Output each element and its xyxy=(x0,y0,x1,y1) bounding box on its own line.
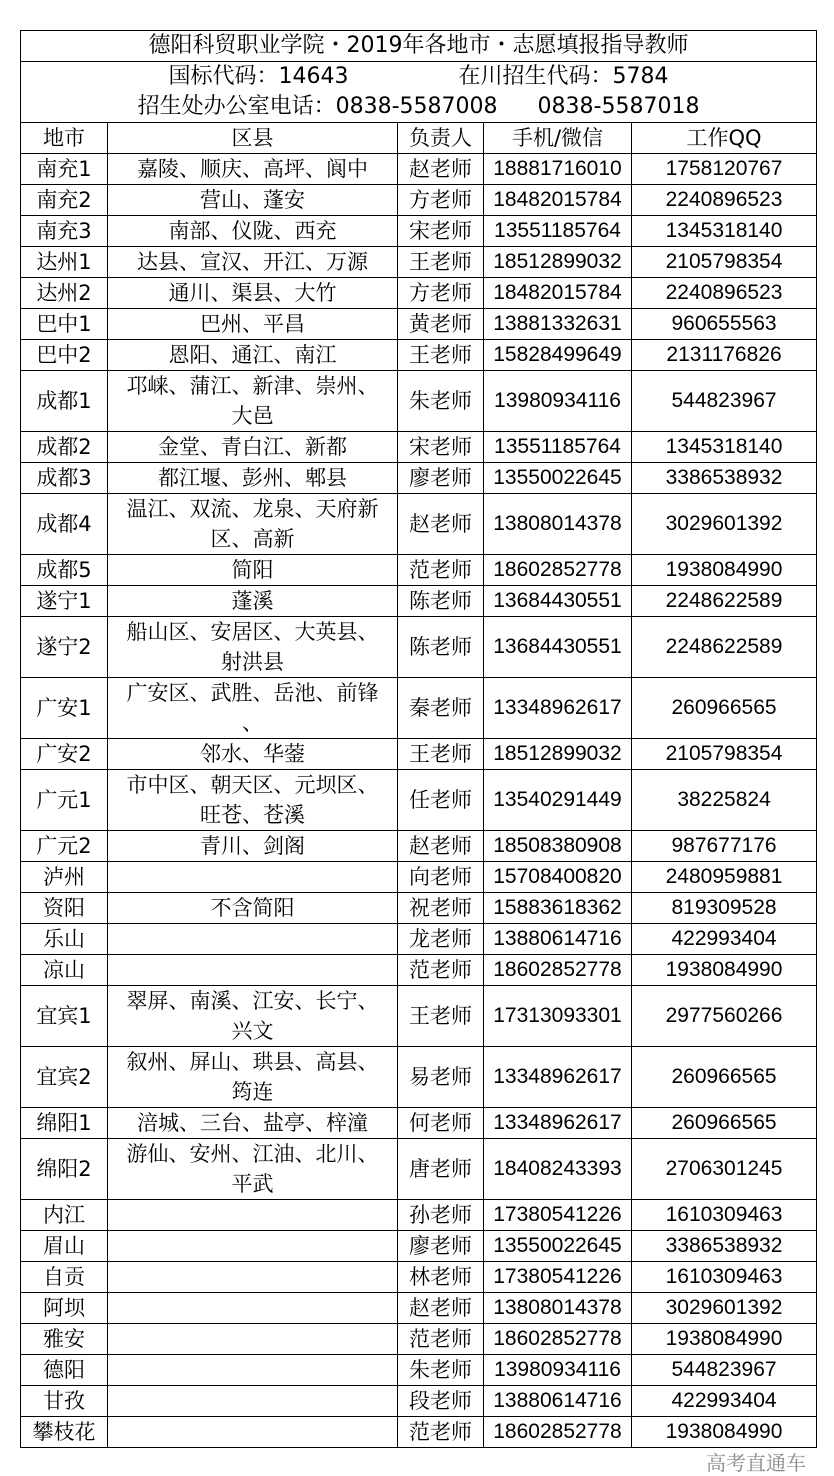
cell-person: 王老师 xyxy=(398,739,484,770)
sichuan-code: 在川招生代码：5784 xyxy=(458,64,669,89)
cell-district: 广安区、武胜、岳池、前锋、 xyxy=(108,678,398,739)
cell-person: 方老师 xyxy=(398,278,484,309)
cell-district: 邻水、华蓥 xyxy=(108,739,398,770)
cell-phone: 18602852778 xyxy=(484,1417,632,1448)
cell-district xyxy=(108,1386,398,1417)
table-row xyxy=(21,739,817,770)
teacher-table xyxy=(20,30,817,1448)
cell-phone: 18508380908 xyxy=(484,831,632,862)
cell-person: 祝老师 xyxy=(398,893,484,924)
cell-phone: 18881716010 xyxy=(484,154,632,185)
cell-qq: 1938084990 xyxy=(632,955,817,986)
table-row xyxy=(21,893,817,924)
cell-phone: 18482015784 xyxy=(484,185,632,216)
cell-district xyxy=(108,1293,398,1324)
table-title: 德阳科贸职业学院・2019年各地市・志愿填报指导教师 xyxy=(21,31,817,62)
cell-city: 达州2 xyxy=(21,278,108,309)
cell-phone: 13880614716 xyxy=(484,1386,632,1417)
cell-phone: 13348962617 xyxy=(484,678,632,739)
cell-qq: 2240896523 xyxy=(632,185,817,216)
cell-district: 船山区、安居区、大英县、射洪县 xyxy=(108,617,398,678)
cell-qq: 38225824 xyxy=(632,770,817,831)
cell-phone: 13808014378 xyxy=(484,1293,632,1324)
cell-person: 王老师 xyxy=(398,986,484,1047)
cell-person: 任老师 xyxy=(398,770,484,831)
cell-city: 攀枝花 xyxy=(21,1417,108,1448)
office-phone: 招生处办公室电话：0838-5587008 xyxy=(137,94,498,119)
table-row xyxy=(21,1417,817,1448)
office-phone-2: 0838-5587018 xyxy=(537,94,700,119)
cell-city: 资阳 xyxy=(21,893,108,924)
cell-qq: 544823967 xyxy=(632,1355,817,1386)
table-row xyxy=(21,924,817,955)
cell-district xyxy=(108,1324,398,1355)
cell-district: 巴州、平昌 xyxy=(108,309,398,340)
cell-district xyxy=(108,924,398,955)
cell-person: 宋老师 xyxy=(398,216,484,247)
cell-city: 德阳 xyxy=(21,1355,108,1386)
cell-district: 南部、仪陇、西充 xyxy=(108,216,398,247)
cell-qq: 544823967 xyxy=(632,371,817,432)
cell-district: 邛崃、蒲江、新津、崇州、大邑 xyxy=(108,371,398,432)
table-row xyxy=(21,555,817,586)
table-row xyxy=(21,955,817,986)
cell-district: 不含简阳 xyxy=(108,893,398,924)
header-city: 地市 xyxy=(21,123,108,154)
cell-qq: 2105798354 xyxy=(632,739,817,770)
cell-city: 广元2 xyxy=(21,831,108,862)
cell-phone: 13881332631 xyxy=(484,309,632,340)
cell-city: 凉山 xyxy=(21,955,108,986)
cell-qq: 1610309463 xyxy=(632,1200,817,1231)
table-row xyxy=(21,770,817,831)
table-row xyxy=(21,586,817,617)
codes-cell xyxy=(21,62,817,123)
cell-person: 赵老师 xyxy=(398,1293,484,1324)
cell-district: 涪城、三台、盐亭、梓潼 xyxy=(108,1108,398,1139)
cell-city: 内江 xyxy=(21,1200,108,1231)
table-row xyxy=(21,185,817,216)
cell-district xyxy=(108,1355,398,1386)
page-wrapper xyxy=(20,30,816,1476)
cell-district: 通川、渠县、大竹 xyxy=(108,278,398,309)
cell-city: 宜宾2 xyxy=(21,1047,108,1108)
cell-person: 王老师 xyxy=(398,340,484,371)
cell-phone: 18602852778 xyxy=(484,555,632,586)
table-row xyxy=(21,1355,817,1386)
table-row xyxy=(21,216,817,247)
cell-city: 南充1 xyxy=(21,154,108,185)
cell-qq: 2248622589 xyxy=(632,586,817,617)
cell-phone: 13551185764 xyxy=(484,432,632,463)
table-row xyxy=(21,463,817,494)
cell-city: 巴中2 xyxy=(21,340,108,371)
cell-district: 叙州、屏山、珙县、高县、筠连 xyxy=(108,1047,398,1108)
cell-person: 范老师 xyxy=(398,955,484,986)
table-row xyxy=(21,340,817,371)
cell-person: 何老师 xyxy=(398,1108,484,1139)
cell-qq: 1610309463 xyxy=(632,1262,817,1293)
header-district: 区县 xyxy=(108,123,398,154)
cell-city: 雅安 xyxy=(21,1324,108,1355)
cell-city: 成都3 xyxy=(21,463,108,494)
table-row xyxy=(21,1386,817,1417)
table-row xyxy=(21,1231,817,1262)
cell-person: 赵老师 xyxy=(398,494,484,555)
cell-qq: 260966565 xyxy=(632,678,817,739)
cell-qq: 1938084990 xyxy=(632,555,817,586)
table-row xyxy=(21,432,817,463)
header-qq: 工作QQ xyxy=(632,123,817,154)
cell-city: 成都1 xyxy=(21,371,108,432)
cell-city: 阿坝 xyxy=(21,1293,108,1324)
table-row xyxy=(21,1293,817,1324)
cell-qq: 960655563 xyxy=(632,309,817,340)
national-code: 国标代码：14643 xyxy=(168,64,349,89)
cell-qq: 1938084990 xyxy=(632,1324,817,1355)
cell-district: 金堂、青白江、新都 xyxy=(108,432,398,463)
cell-district xyxy=(108,955,398,986)
cell-city: 眉山 xyxy=(21,1231,108,1262)
cell-city: 遂宁2 xyxy=(21,617,108,678)
cell-city: 遂宁1 xyxy=(21,586,108,617)
cell-qq: 2131176826 xyxy=(632,340,817,371)
cell-person: 范老师 xyxy=(398,1324,484,1355)
cell-qq: 819309528 xyxy=(632,893,817,924)
cell-person: 黄老师 xyxy=(398,309,484,340)
table-row xyxy=(21,154,817,185)
table-row xyxy=(21,1139,817,1200)
table-row xyxy=(21,494,817,555)
cell-person: 陈老师 xyxy=(398,617,484,678)
cell-person: 朱老师 xyxy=(398,371,484,432)
cell-city: 巴中1 xyxy=(21,309,108,340)
cell-district xyxy=(108,1417,398,1448)
cell-person: 朱老师 xyxy=(398,1355,484,1386)
cell-person: 赵老师 xyxy=(398,154,484,185)
cell-district xyxy=(108,1200,398,1231)
cell-phone: 15708400820 xyxy=(484,862,632,893)
cell-qq: 2105798354 xyxy=(632,247,817,278)
table-row xyxy=(21,1324,817,1355)
cell-phone: 15883618362 xyxy=(484,893,632,924)
cell-person: 林老师 xyxy=(398,1262,484,1293)
cell-person: 范老师 xyxy=(398,555,484,586)
cell-qq: 260966565 xyxy=(632,1047,817,1108)
cell-city: 泸州 xyxy=(21,862,108,893)
cell-phone: 17313093301 xyxy=(484,986,632,1047)
cell-qq: 260966565 xyxy=(632,1108,817,1139)
cell-city: 绵阳2 xyxy=(21,1139,108,1200)
cell-phone: 13550022645 xyxy=(484,1231,632,1262)
cell-city: 自贡 xyxy=(21,1262,108,1293)
cell-city: 成都5 xyxy=(21,555,108,586)
cell-district: 市中区、朝天区、元坝区、旺苍、苍溪 xyxy=(108,770,398,831)
cell-district xyxy=(108,1262,398,1293)
cell-phone: 17380541226 xyxy=(484,1262,632,1293)
cell-phone: 17380541226 xyxy=(484,1200,632,1231)
table-row xyxy=(21,1108,817,1139)
cell-phone: 13348962617 xyxy=(484,1108,632,1139)
cell-person: 宋老师 xyxy=(398,432,484,463)
cell-person: 王老师 xyxy=(398,247,484,278)
cell-qq: 987677176 xyxy=(632,831,817,862)
cell-district: 蓬溪 xyxy=(108,586,398,617)
cell-qq: 1345318140 xyxy=(632,216,817,247)
cell-city: 成都4 xyxy=(21,494,108,555)
cell-qq: 3386538932 xyxy=(632,463,817,494)
cell-district xyxy=(108,1231,398,1262)
cell-phone: 18602852778 xyxy=(484,955,632,986)
table-row xyxy=(21,371,817,432)
cell-district: 游仙、安州、江油、北川、平武 xyxy=(108,1139,398,1200)
cell-qq: 1938084990 xyxy=(632,1417,817,1448)
cell-person: 陈老师 xyxy=(398,586,484,617)
cell-city: 达州1 xyxy=(21,247,108,278)
cell-person: 段老师 xyxy=(398,1386,484,1417)
cell-city: 宜宾1 xyxy=(21,986,108,1047)
cell-person: 范老师 xyxy=(398,1417,484,1448)
table-row xyxy=(21,309,817,340)
cell-district: 恩阳、通江、南江 xyxy=(108,340,398,371)
cell-phone: 13348962617 xyxy=(484,1047,632,1108)
cell-phone: 13980934116 xyxy=(484,371,632,432)
cell-person: 赵老师 xyxy=(398,831,484,862)
cell-qq: 3029601392 xyxy=(632,1293,817,1324)
cell-district: 达县、宣汉、开江、万源 xyxy=(108,247,398,278)
cell-qq: 3386538932 xyxy=(632,1231,817,1262)
cell-phone: 13540291449 xyxy=(484,770,632,831)
cell-qq: 1758120767 xyxy=(632,154,817,185)
cell-person: 廖老师 xyxy=(398,1231,484,1262)
cell-district: 都江堰、彭州、郫县 xyxy=(108,463,398,494)
cell-phone: 13808014378 xyxy=(484,494,632,555)
cell-person: 方老师 xyxy=(398,185,484,216)
cell-city: 广元1 xyxy=(21,770,108,831)
cell-person: 孙老师 xyxy=(398,1200,484,1231)
cell-person: 秦老师 xyxy=(398,678,484,739)
cell-phone: 13684430551 xyxy=(484,617,632,678)
cell-phone: 18602852778 xyxy=(484,1324,632,1355)
table-row xyxy=(21,1200,817,1231)
cell-qq: 2240896523 xyxy=(632,278,817,309)
cell-qq: 3029601392 xyxy=(632,494,817,555)
cell-city: 广安2 xyxy=(21,739,108,770)
cell-city: 乐山 xyxy=(21,924,108,955)
cell-person: 龙老师 xyxy=(398,924,484,955)
cell-district: 嘉陵、顺庆、高坪、阆中 xyxy=(108,154,398,185)
cell-person: 易老师 xyxy=(398,1047,484,1108)
cell-person: 廖老师 xyxy=(398,463,484,494)
cell-phone: 13550022645 xyxy=(484,463,632,494)
cell-phone: 15828499649 xyxy=(484,340,632,371)
cell-qq: 2248622589 xyxy=(632,617,817,678)
cell-phone: 13551185764 xyxy=(484,216,632,247)
header-person: 负责人 xyxy=(398,123,484,154)
cell-qq: 2977560266 xyxy=(632,986,817,1047)
cell-qq: 2706301245 xyxy=(632,1139,817,1200)
cell-district: 翠屏、南溪、江安、长宁、兴文 xyxy=(108,986,398,1047)
cell-city: 南充3 xyxy=(21,216,108,247)
cell-person: 唐老师 xyxy=(398,1139,484,1200)
cell-phone: 13684430551 xyxy=(484,586,632,617)
header-phone: 手机/微信 xyxy=(484,123,632,154)
cell-phone: 18482015784 xyxy=(484,278,632,309)
cell-district: 简阳 xyxy=(108,555,398,586)
table-row xyxy=(21,247,817,278)
cell-city: 南充2 xyxy=(21,185,108,216)
cell-city: 甘孜 xyxy=(21,1386,108,1417)
cell-person: 向老师 xyxy=(398,862,484,893)
cell-city: 绵阳1 xyxy=(21,1108,108,1139)
cell-phone: 18512899032 xyxy=(484,247,632,278)
table-row xyxy=(21,617,817,678)
table-row xyxy=(21,862,817,893)
cell-district: 青川、剑阁 xyxy=(108,831,398,862)
cell-city: 广安1 xyxy=(21,678,108,739)
cell-qq: 422993404 xyxy=(632,924,817,955)
header-row xyxy=(21,123,817,154)
cell-phone: 18512899032 xyxy=(484,739,632,770)
table-row xyxy=(21,278,817,309)
table-row xyxy=(21,831,817,862)
cell-district xyxy=(108,862,398,893)
cell-city: 成都2 xyxy=(21,432,108,463)
table-row xyxy=(21,1262,817,1293)
cell-phone: 13980934116 xyxy=(484,1355,632,1386)
table-row xyxy=(21,986,817,1047)
cell-qq: 1345318140 xyxy=(632,432,817,463)
cell-phone: 13880614716 xyxy=(484,924,632,955)
cell-district: 温江、双流、龙泉、天府新区、高新 xyxy=(108,494,398,555)
table-row xyxy=(21,1047,817,1108)
cell-phone: 18408243393 xyxy=(484,1139,632,1200)
cell-qq: 422993404 xyxy=(632,1386,817,1417)
cell-district: 营山、蓬安 xyxy=(108,185,398,216)
watermark: 高考直通车 xyxy=(706,1451,806,1475)
table-row xyxy=(21,678,817,739)
cell-qq: 2480959881 xyxy=(632,862,817,893)
